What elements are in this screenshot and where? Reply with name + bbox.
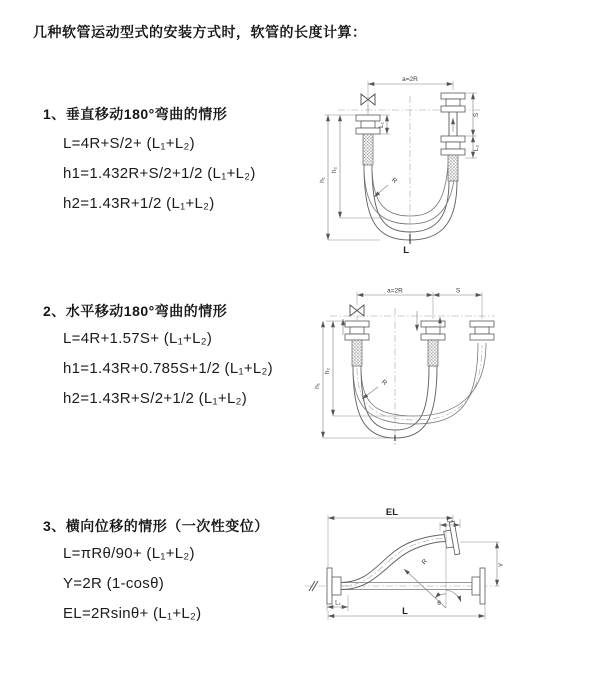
dimension-l <box>328 604 485 620</box>
left-fitting <box>345 321 369 366</box>
dimension-el <box>328 507 453 568</box>
dim-label-s: S <box>455 287 461 295</box>
radius-leader <box>362 379 388 399</box>
angle-theta <box>435 590 461 607</box>
dimension-l <box>403 234 410 256</box>
right-lower-fitting <box>441 136 465 181</box>
dim-label-l2: L₂ <box>473 144 480 152</box>
dim-label-r: R <box>420 557 430 567</box>
dim-label-h1: h₁ <box>319 177 326 183</box>
section1-formula-h1: h1=1.432R+S/2+1/2 (L₁+L₂) <box>63 165 256 182</box>
valve-icon <box>350 305 364 321</box>
tilted-flange <box>442 521 460 556</box>
dim-label-y: Y <box>498 562 505 568</box>
radius-leader <box>374 177 398 197</box>
dimension-a-2R <box>368 76 453 112</box>
dim-label-l2: L₂ <box>446 517 454 524</box>
section3-formula-Y: Y=2R (1-cosθ) <box>63 575 165 592</box>
dim-label-h2: h₂ <box>324 367 331 375</box>
dimension-a-2R <box>357 288 482 320</box>
diagram-lateral-offset <box>300 495 600 635</box>
section2-heading: 2、水平移动180°弯曲的情形 <box>43 303 228 319</box>
section1-formula-L: L=4R+S/2+ (L₁+L₂) <box>63 135 195 152</box>
right-fitting-moved <box>470 321 494 340</box>
dimension-s <box>433 288 482 296</box>
dimension-l2 <box>465 136 480 158</box>
diagram-horizontal-180-bend <box>310 283 600 468</box>
dim-label-r: R <box>389 176 399 186</box>
braid-section <box>428 340 438 366</box>
middle-fitting <box>421 321 445 366</box>
section3-formula-EL: EL=2Rsinθ+ (L₁+L₂) <box>63 605 202 622</box>
dim-label-a: a=2R <box>387 287 403 295</box>
right-upper-fitting <box>441 93 465 112</box>
hose-displaced-position <box>341 521 460 589</box>
section2-formula-h1: h1=1.43R+0.785S+1/2 (L₁+L₂) <box>63 360 273 377</box>
dim-label-el: EL <box>385 507 399 518</box>
dim-label-l1: L₁ <box>335 599 341 607</box>
dim-label-s: S <box>473 112 480 118</box>
dimension-s <box>465 93 480 136</box>
section3-formula-L: L=πRθ/90+ (L₁+L₂) <box>63 545 195 562</box>
dim-label-h1: h₁ <box>314 383 321 389</box>
dim-label-h2: h₂ <box>331 166 338 174</box>
diagram-vertical-180-bend <box>310 68 600 273</box>
dim-label-l1: L₁ <box>378 122 385 128</box>
dim-label-r: R <box>379 378 389 388</box>
braid-section <box>363 134 373 165</box>
section3-heading: 3、横向位移的情形（一次性变位） <box>43 518 269 534</box>
braid-section <box>448 155 458 181</box>
section1-formula-h2: h2=1.43R+1/2 (L₁+L₂) <box>63 195 215 212</box>
section2-formula-h2: h2=1.43R+S/2+1/2 (L₁+L₂) <box>63 390 248 407</box>
page-title: 几种软管运动型式的安装方式时，软管的长度计算： <box>33 24 367 40</box>
dim-label-l: L <box>403 245 409 256</box>
dim-label-l: L <box>402 606 408 617</box>
left-fitting <box>356 115 380 165</box>
section1-heading: 1、垂直移动180°弯曲的情形 <box>43 106 228 122</box>
dim-label-a: a=2R <box>402 76 418 83</box>
hose-centerline <box>357 345 482 420</box>
section2-formula-L: L=4R+1.57S+ (L₁+L₂) <box>63 330 213 347</box>
dim-label-theta: θ <box>437 600 441 607</box>
braid-section <box>352 340 362 366</box>
